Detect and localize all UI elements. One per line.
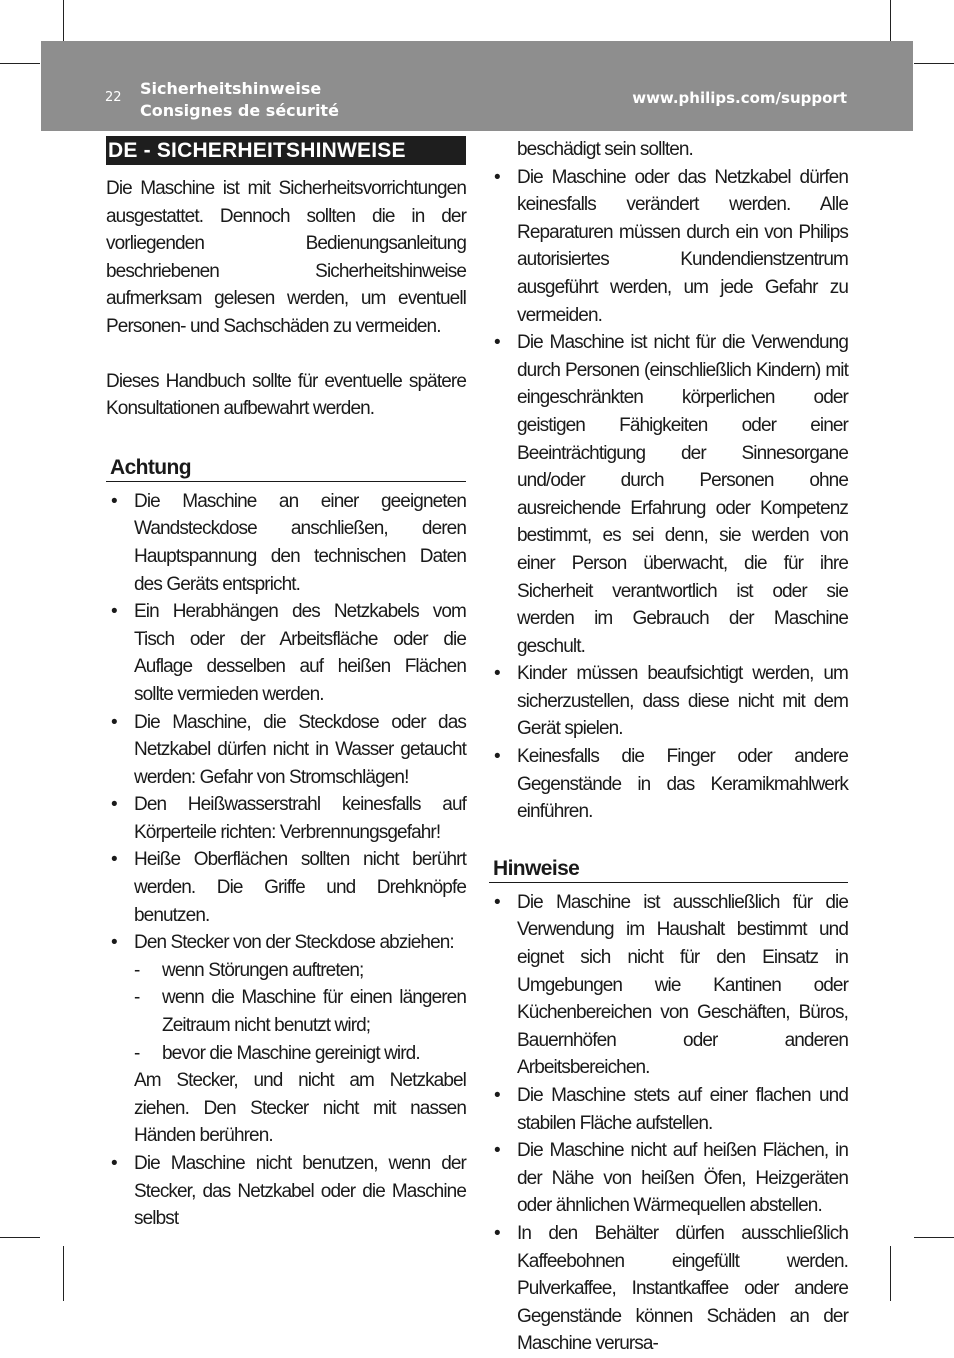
list-item: • Die Maschine an einer geeigneten Wandsteckdose anschließen, deren Hauptspannung den technischen Daten des Geräts entspricht. [106, 488, 466, 598]
page-number: 22 [105, 90, 122, 105]
list-item: • In den Behälter dürfen ausschließlich Kaffeebohnen eingefüllt werden. Pulverkaffee, Instantkaffee oder andere Gegenstände können Schäden an der Maschine verursa- [489, 1220, 848, 1358]
list-item: • Kinder müssen beaufsichtigt werden, um sicherzustellen, dass diese nicht mit dem Gerät spielen. [489, 660, 848, 743]
hinweise-heading: Hinweise [489, 856, 848, 883]
crop-mark [63, 1246, 64, 1301]
header-titles [140, 78, 339, 122]
plug-text: • Den Stecker von der Steckdose abziehen: [134, 932, 454, 954]
list-item: • Die Maschine stets auf einer flachen und stabilen Fläche aufstellen. [489, 1082, 848, 1137]
list-item: • Die Maschine ist nicht für die Verwendung durch Personen (einschließlich Kindern) mit eingeschränkten körperlichen oder geistigen Fähigkeiten oder einer Beeinträchtigung der Sinnesorgane und/oder durch Personen ohne ausreichende Erfahrung oder Kompetenz bestimmt, es sei denn, sie werden von einer Person überwacht, die für ihre Sicherheit verantwortlich ist oder sie werden im Gebrauch der Maschine geschult. [489, 329, 848, 660]
plug-after-text: Am Stecker, und nicht am Netzkabel ziehen. Den Stecker nicht mit nassen Händen berühren. [134, 1070, 466, 1147]
achtung-heading: Achtung [106, 455, 466, 482]
crop-mark [63, 0, 64, 42]
left-column [106, 136, 466, 1233]
sub-list-item: - wenn die Maschine für einen längeren Zeitraum nicht benutzt wird; [134, 984, 466, 1039]
plug-sublist [134, 957, 466, 1067]
header-title-fr: Consignes de sécurité [140, 101, 339, 120]
list-item: • Die Maschine nicht benutzen, wenn der Stecker, das Netzkabel oder die Maschine selbst [106, 1150, 466, 1233]
list-item: • Die Maschine ist ausschließlich für die Verwendung im Haushalt bestimmt und eignet sich nicht für den Einsatz in Umgebungen wie Kantinen oder Küchenbereichen von Geschäften, Büros, Bauernhöfen oder anderen Arbeitsbereichen. [489, 889, 848, 1082]
intro-paragraph: Die Maschine ist mit Sicherheitsvorrichtungen ausgestattet. Dennoch sollten die in der vorliegenden Bedienungsanleitung beschriebenen Sicherheitshinweise aufmerksam gelesen werden, um eventuell Personen- und Sachschäden zu vermeiden. [106, 178, 466, 337]
list-item-plug [106, 929, 466, 1150]
intro-paragraph-2: Dieses Handbuch sollte für eventuelle spätere Konsultationen aufbewahrt werden. [106, 370, 466, 420]
list-item: • Keinesfalls die Finger oder andere Gegenstände in das Keramikmahlwerk einführen. [489, 743, 848, 826]
list-item: • Die Maschine nicht auf heißen Flächen, in der Nähe von heißen Öfen, Heizgeräten oder ähnlichen Wärmequellen abstellen. [489, 1137, 848, 1220]
crop-mark [890, 1246, 891, 1301]
continued-text: beschädigt sein sollten. [517, 139, 693, 160]
right-column [489, 136, 848, 1358]
header-title-de: Sicherheitshinweise [140, 79, 322, 98]
achtung-list-continued [489, 164, 848, 826]
crop-mark [0, 63, 40, 64]
sub-list-item: - wenn Störungen auftreten; [134, 957, 466, 985]
crop-mark [0, 1237, 40, 1238]
list-item: • Die Maschine oder das Netzkabel dürfen keinesfalls verändert werden. Alle Reparaturen müssen durch ein von Philips autorisiertes Kundendienstzentrum ausgeführt werden, um jede Gefahr zu vermeiden. [489, 164, 848, 330]
sub-list-item: - bevor die Maschine gereinigt wird. [134, 1040, 466, 1068]
list-item: • Die Maschine, die Steckdose oder das Netzkabel dürfen nicht in Wasser getaucht werden: Gefahr von Stromschlägen! [106, 709, 466, 792]
achtung-list [106, 488, 466, 1233]
crop-mark [914, 1237, 954, 1238]
crop-mark [914, 63, 954, 64]
support-url: www.philips.com/support [632, 89, 847, 107]
crop-mark [890, 0, 891, 42]
section-title: DE - SICHERHEITSHINWEISE [106, 136, 466, 165]
list-item: • Ein Herabhängen des Netzkabels vom Tisch oder der Arbeitsfläche oder die Auflage desselben auf heißen Flächen sollte vermieden werden. [106, 598, 466, 708]
hinweise-list [489, 889, 848, 1358]
page-header [41, 41, 913, 131]
list-item: • Den Heißwasserstrahl keinesfalls auf Körperteile richten: Verbrennungsgefahr! [106, 791, 466, 846]
list-item: • Heiße Oberflächen sollten nicht berührt werden. Die Griffe und Drehknöpfe benutzen. [106, 846, 466, 929]
